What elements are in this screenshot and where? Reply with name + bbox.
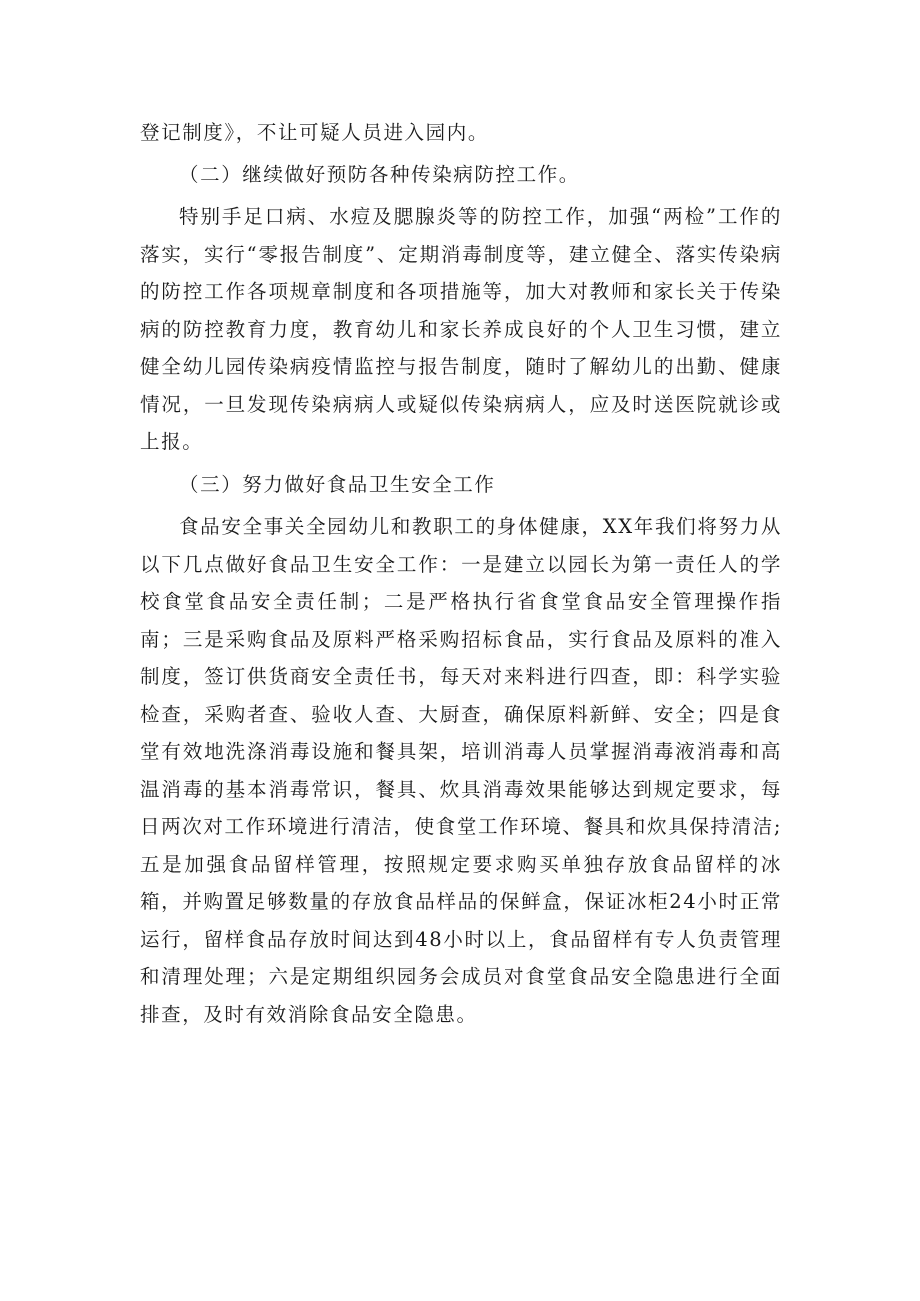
paragraph-food-safety: 食品安全事关全园幼儿和教职工的身体健康，XX年我们将努力从以下几点做好食品卫生安全工作：一是建立以园长为第一责任人的学校食堂食品安全责任制；二是严格执行省食堂食品安全管理操作指南；三是采购食品及原料严格采购招标食品，实行食品及原料的准入制度，签订供货商安全责任书，每天对来料进行四查，即：科学实验检查，采购者查、验收人查、大厨查，确保原料新鲜、安全；四是食堂有效地洗涤消毒设施和餐具架，培训消毒人员掌握消毒液消毒和高温消毒的基本消毒常识，餐具、炊具消毒效果能够达到规定要求，每日两次对工作环境进行清洁，使食堂工作环境、餐具和炊具保持清洁;五是加强食品留样管理，按照规定要求购买单独存放食品留样的冰箱，并购置足够数量的存放食品样品的保鲜盒，保证冰柜24小时正常运行，留样食品存放时间达到48小时以上，食品留样有专人负责管理和清理处理；六是定期组织园务会成员对食堂食品安全隐患进行全面排查，及时有效消除食品安全隐患。 bbox=[140, 515, 782, 1026]
paragraph-continuation: 登记制度》，不让可疑人员进入园内。 bbox=[140, 121, 489, 144]
document-page bbox=[140, 114, 782, 1033]
section-heading-2: （二）继续做好预防各种传染病防控工作。 bbox=[179, 162, 580, 186]
paragraph-infectious-disease-control: 特别手足口病、水痘及腮腺炎等的防控工作，加强“两检”工作的落实，实行“零报告制度”、定期消毒制度等，建立健全、落实传染病的防控工作各项规章制度和各项措施等，加大对教师和家长关于传染病的防控教育力度，教育幼儿和家长养成良好的个人卫生习惯，建立健全幼儿园传染病疫情监控与报告制度，随时了解幼儿的出勤、健康情况，一旦发现传染病病人或疑似传染病病人，应及时送医院就诊或上报。 bbox=[140, 205, 782, 453]
section-heading-3: （三）努力做好食品卫生安全工作 bbox=[179, 472, 496, 496]
